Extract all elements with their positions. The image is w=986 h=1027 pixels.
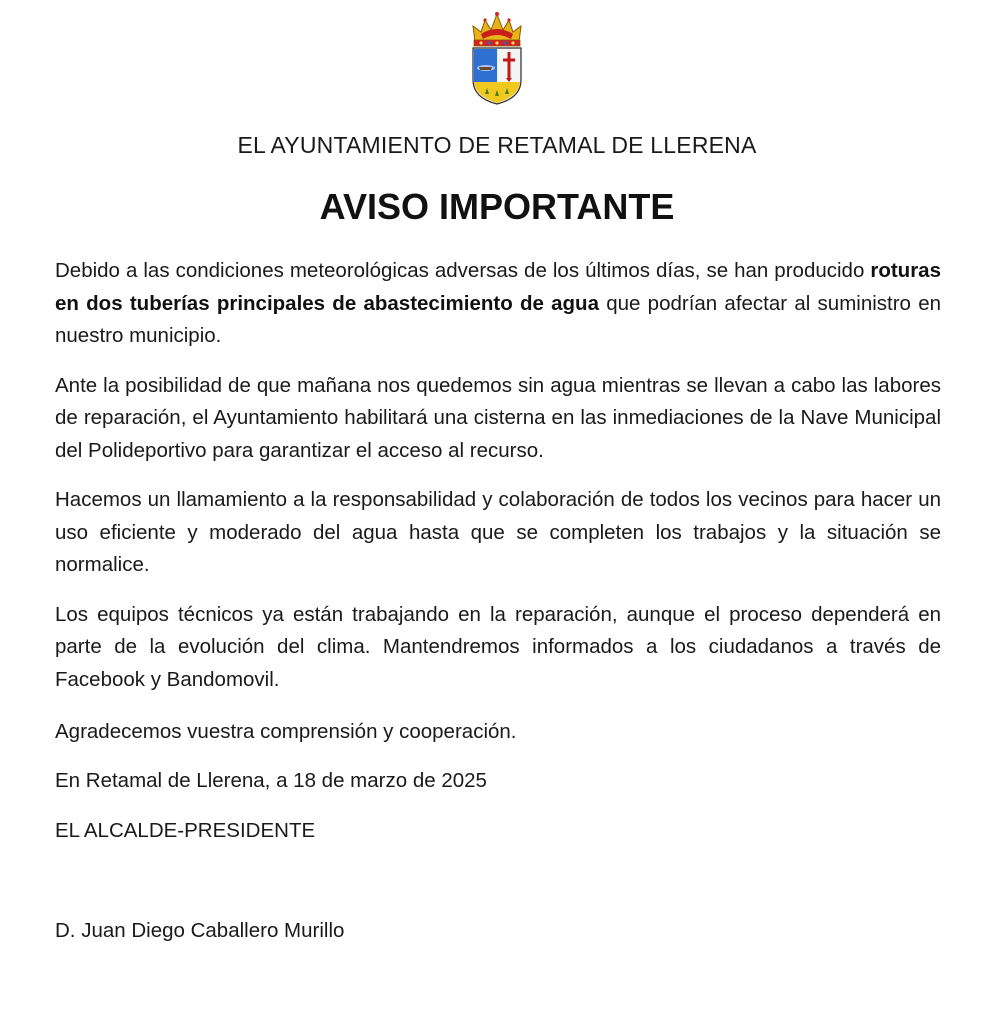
paragraph-appeal: Hacemos un llamamiento a la responsabilidad y colaboración de todos los vecinos para hacer un uso eficiente y moderado del agua hasta que se completen los trabajos y la situación se normalice. (55, 488, 941, 576)
paragraph-damage (55, 255, 941, 353)
signatory-name: D. Juan Diego Caballero Murillo (55, 919, 345, 942)
notice-body (55, 255, 941, 713)
signatory-title: EL ALCALDE-PRESIDENTE (55, 819, 316, 842)
crown-icon (473, 12, 521, 46)
shield-icon (473, 48, 521, 104)
paragraph-repair-status: Los equipos técnicos ya están trabajando en la reparación, aunque el proceso dependerá en parte de la evolución del clima. Mantendremos informados a los ciudadanos a través de Facebook y Bandomovil. (55, 602, 941, 691)
institution-name: EL AYUNTAMIENTO DE RETAMAL DE LLERENA (237, 132, 757, 158)
municipal-coat-of-arms-icon (467, 10, 527, 106)
paragraph-cistern: Ante la posibilidad de que mañana nos quedemos sin agua mientras se llevan a cabo las labores de reparación, el Ayuntamiento habilitará una cisterna en las inmediaciones de la Nave Municipal del Polideportivo para garantizar el acceso al recurso. (55, 373, 941, 462)
thanks-line: Agradecemos vuestra comprensión y cooperación. (55, 720, 517, 743)
paragraph-damage-highlight: roturas en dos tuberías principales de abastecimiento de agua (55, 259, 941, 315)
notice-title: AVISO IMPORTANTE (319, 186, 675, 227)
place-date-line: En Retamal de Llerena, a 18 de marzo de 2025 (55, 769, 487, 792)
paragraph-damage-start: Debido a las condiciones meteorológicas adversas de los últimos días, se han producido (55, 259, 871, 282)
paragraph-damage-end: que podrían afectar al suministro en nuestro municipio. (55, 291, 941, 347)
